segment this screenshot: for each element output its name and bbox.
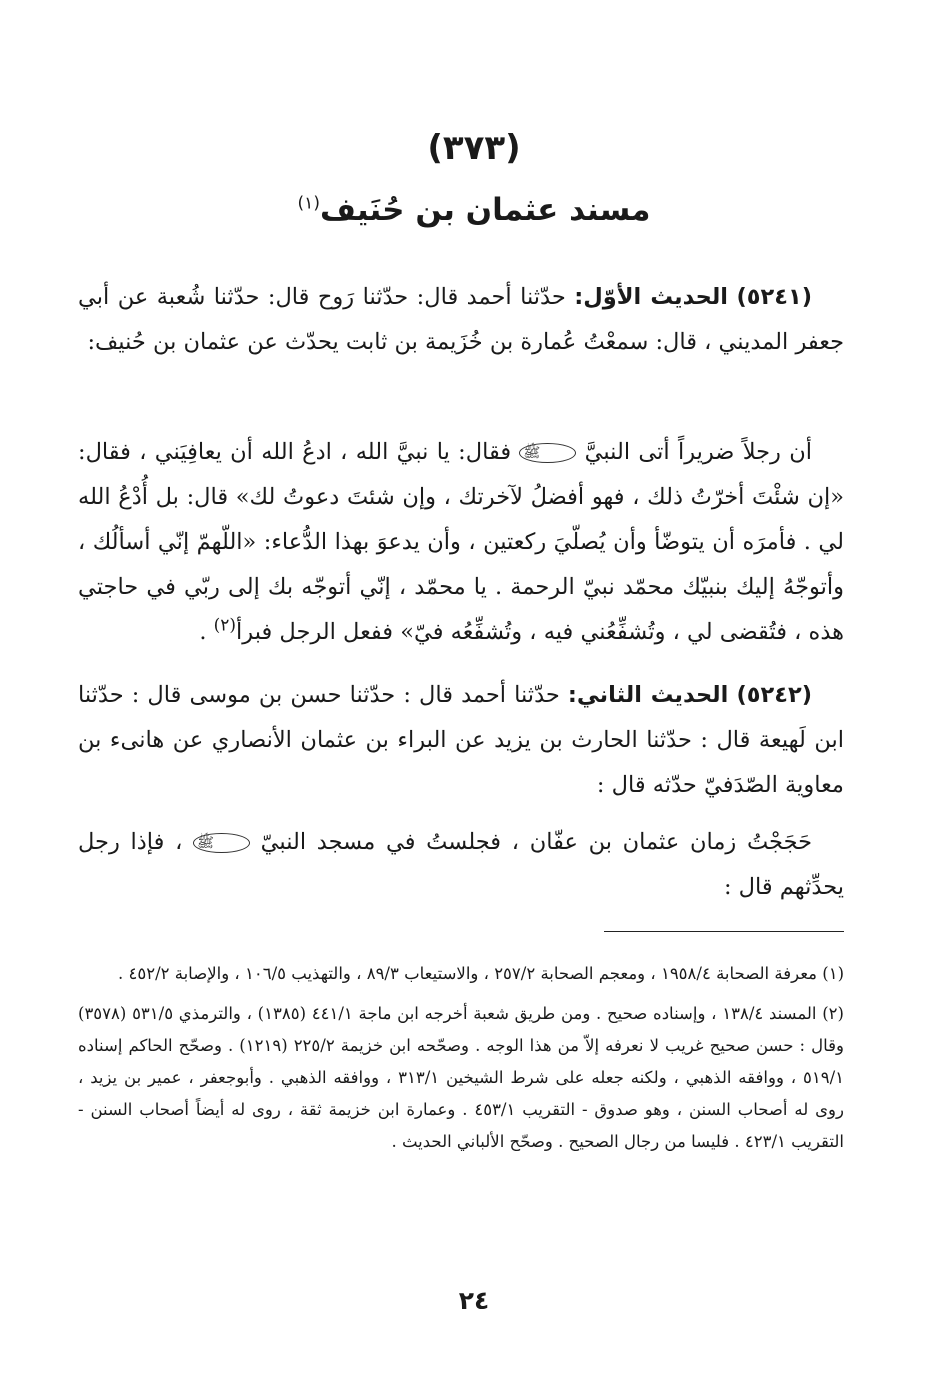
hadith-1-label: الحديث الأوّل: <box>574 284 728 310</box>
footnotes <box>78 958 844 1166</box>
hadith-1-matn <box>78 430 844 655</box>
footnote-text: معرفة الصحابة ١٩٥٨/٤ ، ومعجم الصحابة ٢٥٧/٢ ، والاستيعاب ٨٩/٣ ، والتهذيب ١٠٦/٥ ، والإصابة ٤٥٢/٢ . <box>117 964 817 983</box>
hadith-2-isnad-text: حدّثنا أحمد قال : حدّثنا حسن بن موسى قال : حدّثنا ابن لَهيعة قال : حدّثنا الحارث بن يزيد عن البراء بن عثمان الأنصاري عن هانىء بن معاوية الصّدَفيّ حدّثه قال : <box>78 682 844 798</box>
footnote-divider <box>604 931 844 932</box>
page-number: ٢٤ <box>458 1286 490 1315</box>
hadith-2-number: (٥٢٤٢) <box>736 682 812 708</box>
hadith-1-matn-b: فقال: يا نبيَّ الله ، ادعُ الله أن يعافِيَني ، فقال: «إن شئْتَ أخرّتُ ذلك ، فهو أفضلُ لآخرتك ، وإن شئتَ دعوتُ لك» قال: بل أُدْعُ الله لي . فأمرَه أن يتوضّأ وأن يُصلّيَ ركعتين ، وأن يدعوَ بهذا الدُّعاء: «اللّهمّ إنّي أسألُك ، وأتوجّهُ إليك بنبيّك محمّد نبيّ الرحمة . يا محمّد ، إنّي أتوجّه بك إلى ربّي في حاجتي هذه ، فتُقضى لي ، وتُشفِّعُني فيه ، وتُشفِّعُه فيّ» ففعل الرجل فبرأ <box>78 439 844 645</box>
hadith-2-matn-b: ، فإذا رجل يحدِّثهم قال : <box>78 829 844 900</box>
footnote-marker: (١) <box>822 964 844 983</box>
hadith-1-matn-a: أن رجلاً ضريراً أتى النبيَّ <box>584 439 812 465</box>
salawat-icon: ﷺ <box>193 833 250 853</box>
salawat-icon: ﷺ <box>519 443 576 463</box>
section-title-text: مسند عثمان بن حُنَيف <box>319 192 651 228</box>
hadith-2-label: الحديث الثاني: <box>567 682 729 708</box>
footnote-2 <box>78 998 844 1158</box>
hadith-1-end: . <box>199 619 207 645</box>
hadith-1-isnad <box>78 275 844 365</box>
footnote-text: المسند ١٣٨/٤ ، وإسناده صحيح . ومن طريق شعبة أخرجه ابن ماجة ٤٤١/١ (١٣٨٥) ، والترمذي ٥٣١/٥ (٣٥٧٨) وقال : حسن صحيح غريب لا نعرفه إلاّ من هذا الوجه . وصحّحه ابن خزيمة ٢٢٥/٢ (١٢١٩) . وصحّح الحاكم إسناده ٥١٩/١ ، ووافقه الذهبي ، ولكنه جعله على شرط الشيخين ٣١٣/١ ، ووافقه الذهبي . وأبوجعفر ، عمير بن يزيد ، روى له أصحاب السنن ، وهو صدوق - التقريب ٤٥٣/١ . وعمارة ابن خزيمة ثقة ، روى له أيضاً أصحاب السنن - التقريب ٤٢٣/١ . فليسا من رجال الصحيح . وصحّح الألباني الحديث . <box>78 1004 845 1151</box>
hadith-2-isnad <box>78 673 844 808</box>
hadith-1-number: (٥٢٤١) <box>736 284 812 310</box>
section-title <box>0 192 948 228</box>
hadith-2-matn <box>78 820 844 910</box>
footnote-marker: (٢) <box>822 1004 844 1023</box>
hadith-1-isnad-text: حدّثنا أحمد قال: حدّثنا رَوح قال: حدّثنا شُعبة عن أبي جعفر المديني ، قال: سمعْتُ عُمارة بن خُزَيمة بن ثابت يحدّث عن عثمان بن حُنيف: <box>78 284 844 355</box>
hadith-2-matn-a: حَجَجْتُ زمان عثمان بن عفّان ، فجلستُ في مسجد النبيّ <box>260 829 812 855</box>
section-number: (٣٧٣) <box>427 128 521 168</box>
footnote-1 <box>78 958 844 990</box>
footnote-ref-1: (١) <box>297 193 320 214</box>
footnote-ref-2: (٢) <box>213 615 237 636</box>
